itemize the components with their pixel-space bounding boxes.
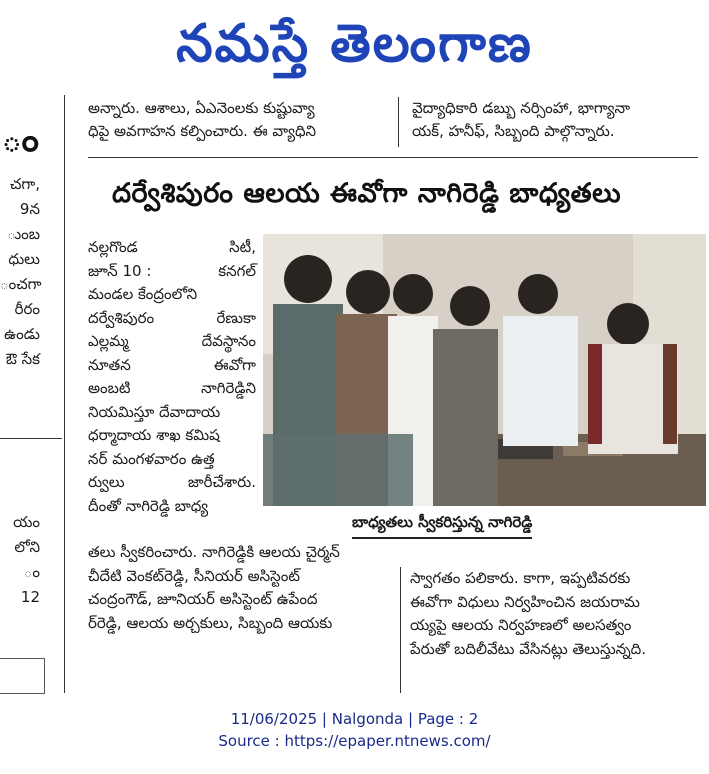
left-fragment-line: ఔ సేక — [5, 350, 40, 368]
left-fragment-line: యం — [13, 513, 40, 531]
left-fragment-heading: ం — [2, 120, 39, 160]
clipping-footer — [0, 708, 709, 752]
source-link[interactable]: Source : https://epaper.ntnews.com/ — [218, 732, 491, 750]
left-divider — [0, 438, 62, 439]
left-fragment-line: ఉండు — [4, 325, 40, 343]
column-rule — [400, 567, 401, 693]
story-line: నల్లగొండ సిటీ, — [88, 238, 256, 256]
story-continuation-left — [88, 541, 398, 635]
left-fragment-line: ం 12 — [20, 563, 40, 606]
text-line: చంద్రంగౌడ్, జూనియర్ అసిస్టెంట్ ఉపేంద — [88, 590, 318, 608]
text-line: పేరుతో బదిలీవేటు వేసినట్లు తెలుస్తున్నది. — [410, 639, 647, 658]
story-body-column — [88, 236, 256, 518]
photo-illustration — [263, 234, 706, 506]
left-fragment-text — [0, 172, 40, 372]
story-headline: దర్వేశిపురం ఆలయ ఈవోగా నాగిరెడ్డి బాధ్యతలు — [112, 178, 622, 209]
story-line: నర్ మంగళవారం ఉత్త — [88, 449, 215, 468]
left-fragment-line: ధులు — [8, 250, 40, 268]
masthead — [0, 0, 709, 88]
left-fragment-line: 9న — [19, 200, 40, 218]
text-line: ర్‌రెడ్డి, ఆలయ అర్చకులు, సిబ్బంది ఆయకు — [88, 613, 333, 632]
text-line: య్యపై ఆలయ నిర్వహణలో అలసత్వం — [410, 616, 632, 634]
photo-caption: బాధ్యతలు స్వీకరిస్తున్న నాగిరెడ్డి — [352, 513, 532, 539]
left-fragment-lower — [0, 510, 40, 610]
text-line: వైద్యాధికారి డబ్బు నర్సింహా, భాగ్యానా — [412, 99, 631, 117]
text-line: తలు స్వీకరించారు. నాగిరెడ్డికి ఆలయ చైర్మన్ — [88, 543, 340, 561]
story-line: నియమిస్తూ దేవాదాయ — [88, 402, 221, 421]
story-line: మండల కేంద్రంలోని — [88, 285, 198, 303]
left-fragment-line: చగా, — [10, 175, 40, 193]
column-rule — [398, 97, 399, 147]
text-line: అన్నారు. ఆశాలు, ఏఎనెంలకు కుష్టువ్యా — [88, 99, 315, 117]
story-line: ర్వులు జారీచేశారు. — [88, 473, 256, 491]
date-edition-page: 11/06/2025 | Nalgonda | Page : 2 — [230, 710, 479, 728]
left-fragment-line: లోని — [14, 538, 40, 556]
text-line: యక్, హనీఫ్, సిబ్బంది పాల్గొన్నారు. — [412, 122, 615, 140]
story-line: దీంతో నాగిరెడ్డి బాధ్య — [88, 496, 209, 515]
text-line: ఈవోగా విధులు నిర్వహించిన జయరామ — [410, 592, 640, 611]
column-rule — [64, 95, 65, 693]
previous-story-right — [412, 97, 630, 143]
story-line: ఎల్లమ్మ దేవస్థానం — [88, 332, 256, 350]
left-image-fragment — [0, 658, 45, 694]
text-line: స్వాగతం పలికారు. కాగా, ఇప్పటివరకు — [410, 569, 631, 587]
previous-story-left — [88, 97, 316, 143]
story-continuation-right — [410, 567, 709, 661]
story-line: అంబటి నాగిరెడ్డిని — [88, 379, 256, 397]
story-line: జూన్ 10 : కనగల్ — [88, 261, 256, 280]
newspaper-title: నమస్తే తెలంగాణ — [176, 14, 533, 74]
story-line: నూతన ఈవోగా — [88, 355, 256, 374]
story-line: ధర్మాదాయ శాఖ కమిష — [88, 426, 220, 444]
text-line: ధిపై అవగాహన కల్పించారు. ఈ వ్యాధిని — [88, 122, 317, 140]
text-line: చీదేటి వెంకట్‌రెడ్డి, సీనియర్ అసిస్టెంట్ — [88, 566, 300, 585]
story-line: దర్వేశిపురం రేణుకా — [88, 308, 256, 327]
story-divider — [88, 157, 698, 158]
left-fragment-line: ంచగా — [0, 275, 42, 293]
news-photo — [263, 234, 706, 506]
left-fragment-line: ుంబ — [7, 225, 40, 243]
left-fragment-line: రీరం — [14, 300, 40, 318]
